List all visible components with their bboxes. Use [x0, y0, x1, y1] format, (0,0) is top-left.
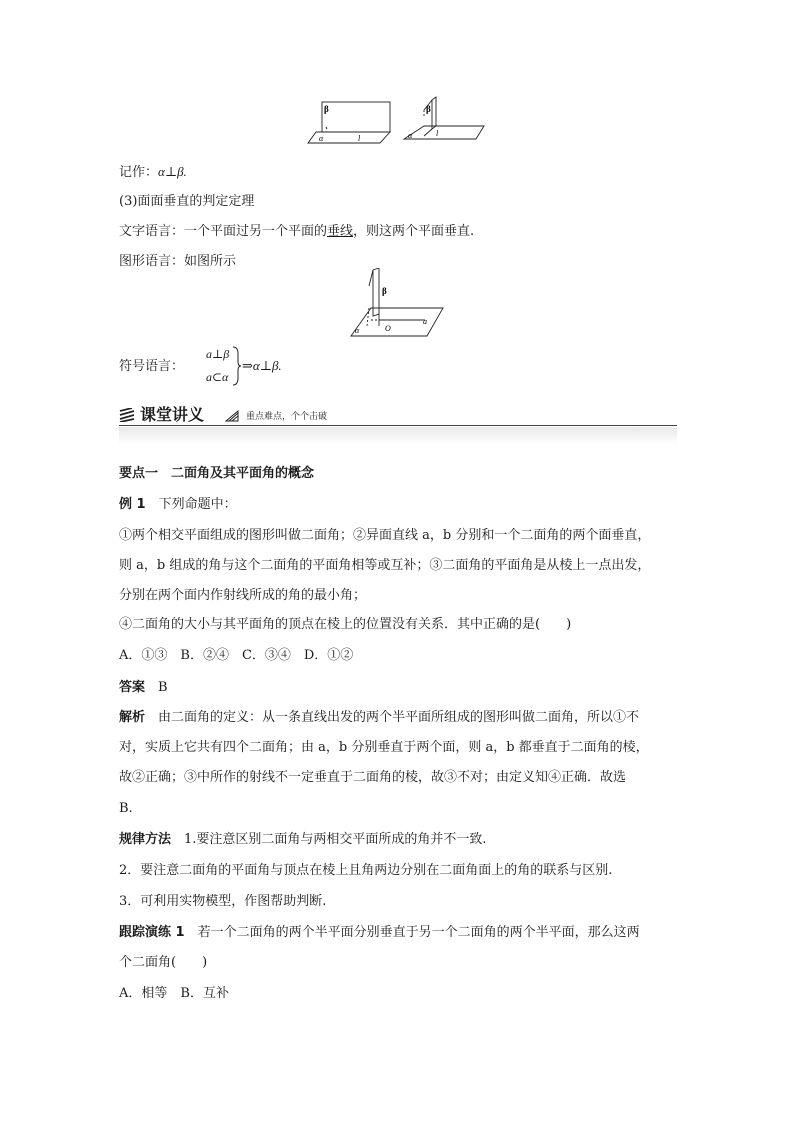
example1-label: 例 1 — [119, 497, 146, 512]
answer-value: B — [158, 680, 168, 695]
analysis-text1: 由二面角的定义：从一条直线出发的两个半平面所组成的图形叫做二面角，所以①不 — [158, 710, 640, 725]
theorem-title: (3)面面垂直的判定定理 — [119, 194, 255, 209]
symbol-label: 符号语言： — [119, 359, 185, 374]
analysis-line1 — [119, 708, 639, 728]
example1-line3: 分别在两个面内作射线所成的角的最小角； — [119, 588, 367, 603]
fig2-beta: β — [382, 286, 387, 296]
fig2-o: O — [385, 324, 391, 333]
symbol-cond2: a⊂α — [206, 370, 229, 384]
practice-text1: 若一个二面角的两个半平面分别垂直于另一个二面角的两个半平面，那么这两 — [197, 925, 640, 940]
figure-perpendicular-planes — [300, 96, 500, 150]
method-line3: 3．可利用实物模型，作图帮助判断. — [119, 894, 327, 909]
section-triangle-icon — [225, 410, 239, 422]
analysis-line2: 对，实质上它共有四个二面角；由 a，b 分别垂直于两个面，则 a，b 都垂直于二面角的棱， — [119, 740, 649, 755]
fig1-alpha-right: α — [408, 131, 413, 140]
fig1-alpha-left: α — [319, 134, 324, 143]
record-line — [119, 162, 187, 183]
section-stripes-icon — [119, 408, 135, 422]
section-subtitle: 重点难点，个个击破 — [246, 412, 328, 422]
method-line2: 2．要注意二面角的平面角与顶点在棱上且角两边分别在二面角面上的角的联系与区别. — [119, 863, 613, 878]
example1-line2: 则 a，b 组成的角与这个二面角的平面角相等或互补；③二面角的平面角是从棱上一点出发， — [119, 558, 651, 573]
record-notation: α⊥β. — [158, 164, 187, 179]
analysis-line3: 故②正确；③中所作的射线不一定垂直于二面角的棱，故③不对；由定义知④正确．故选 — [119, 770, 627, 785]
fig1-beta-left: β — [324, 104, 329, 114]
section-divider — [119, 425, 677, 426]
fig1-beta-right: β — [426, 104, 431, 114]
figure-theorem — [345, 268, 475, 344]
symbol-cond1: a⊥β — [206, 347, 230, 361]
brace-icon — [232, 346, 242, 386]
section-title: 课堂讲义 — [140, 405, 205, 424]
fig2-alpha: α — [355, 326, 360, 335]
example1-options: A．①③ B．②④ C．③④ D．①② — [119, 648, 354, 663]
record-prefix: 记作： — [119, 165, 159, 180]
example1-line1: ①两个相交平面组成的图形叫做二面角；②异面直线 a，b 分别和一个二面角的两个面垂直， — [119, 528, 651, 543]
fig1-l-right: l — [436, 129, 439, 138]
example1-heading — [119, 495, 237, 515]
analysis-label: 解析 — [119, 710, 146, 725]
analysis-line4: B. — [119, 801, 133, 816]
method-line1 — [119, 830, 487, 850]
text-lang-underlined: 垂线 — [327, 224, 354, 239]
example1-stem: 下列命题中： — [158, 497, 237, 512]
method-label: 规律方法 — [119, 832, 172, 847]
answer-line — [119, 678, 168, 698]
practice-line2: 个二面角( ) — [119, 955, 208, 970]
section-shade — [119, 427, 677, 445]
practice-label: 跟踪演练 1 — [119, 925, 185, 940]
text-lang-prefix: 文字语言：一个平面过另一个平面的 — [119, 224, 328, 239]
fig1-l-left: l — [358, 134, 361, 143]
practice-options: A．相等 B．互补 — [119, 986, 229, 1001]
symbol-result: ⇒α⊥β. — [242, 358, 282, 373]
text-lang-suffix: ，则这两个平面垂直. — [353, 224, 475, 239]
answer-label: 答案 — [119, 680, 146, 695]
method-text1: 1.要注意区别二面角与两相交平面所成的角并不一致. — [184, 832, 487, 847]
point-heading: 要点一 二面角及其平面角的概念 — [119, 466, 315, 481]
figure-language: 图形语言：如图所示 — [119, 254, 237, 269]
fig2-a: a — [423, 317, 427, 326]
practice-line1 — [119, 923, 640, 943]
example1-line4: ④二面角的大小与其平面角的顶点在棱上的位置没有关系．其中正确的是( ) — [119, 617, 572, 632]
text-language — [119, 222, 474, 242]
